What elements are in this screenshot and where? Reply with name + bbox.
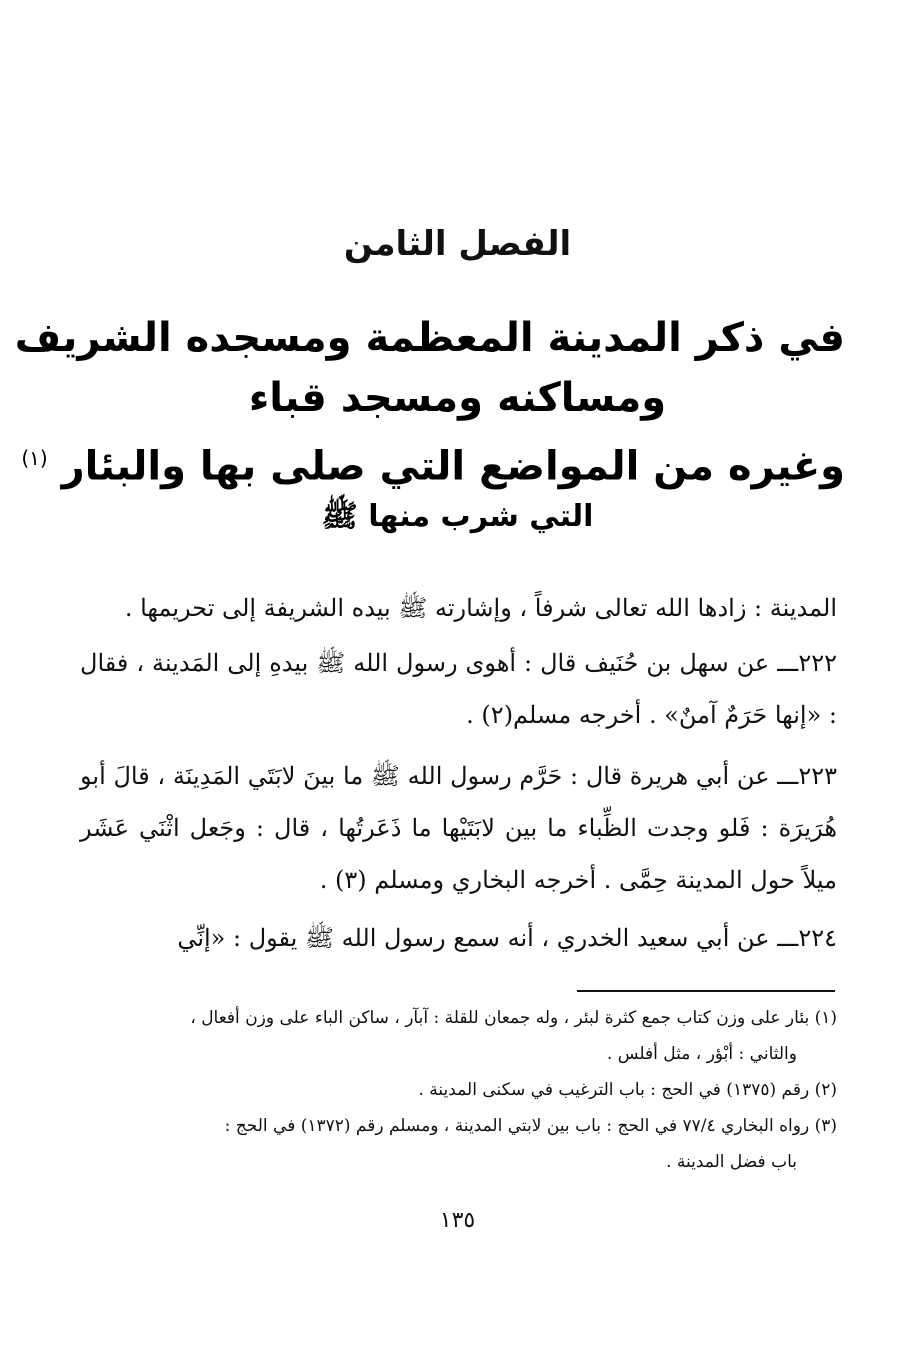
footnote-2: (٢) رقم (١٣٧٥) في الحج : باب الترغيب في سكنى المدينة . [418,1080,837,1100]
section-heading-line-1: في ذكر المدينة المعظمة ومسجده الشريف [14,315,845,361]
footnote-3-line-2: باب فضل المدينة . [666,1152,797,1172]
footnotes [78,1000,837,1180]
section-heading-line-2: ومساكنه ومسجد قباء [248,375,667,421]
paragraph-hadith-223: ٢٢٣ـــ عن أبي هريرة قال : حَرَّم رسول الله ﷺ ما بينَ لابَتَي المَدِينَة ، قالَ أبو هُرَيرَة : فَلو وجدت الظِّباء ما بين لابَتَيْها ما ذَعَرتُها ، قال : وجَعل اثْنَي عَشَر ميلاً حول المدينة حِمَّى . أخرجه البخاري ومسلم (٣) . [80,762,837,894]
page-number: ١٣٥ [439,1208,476,1233]
footnote-1-line-1: (١) بئار على وزن كتاب جمع كثرة لبئر ، وله جمعان للقلة : آبآر ، ساكن الباء على وزن أفعال ، [190,1008,837,1028]
section-heading-line-4: التي شرب منها ﷺ [321,499,594,534]
footnote-1-line-2: والثاني : أبْؤر ، مثل أفلس . [606,1044,797,1064]
chapter-title: الفصل الثامن [343,224,572,264]
section-heading-line-3 [21,430,845,494]
paragraph-intro: المدينة : زادها الله تعالى شرفاً ، وإشارته ﷺ بيده الشريفة إلى تحريمها . [124,594,837,622]
footnote-separator [577,990,835,992]
paragraph-hadith-224: ٢٢٤ـــ عن أبي سعيد الخدري ، أنه سمع رسول الله ﷺ يقول : «إنِّي [177,924,837,952]
section-heading-line-3-text: وغيره من المواضع التي صلى بها والبئار [61,443,845,490]
paragraph-hadith-222: ٢٢٢ـــ عن سهل بن حُنَيف قال : أهوى رسول الله ﷺ بيدهِ إلى المَدينة ، فقال : «إنها حَرَمٌ آمنٌ» . أخرجه مسلم(٢) . [80,649,837,729]
footnote-ref-1: (١) [21,446,48,470]
footnote-3-line-1: (٣) رواه البخاري ٧٧/٤ في الحج : باب بين لابتي المدينة ، ومسلم رقم (١٣٧٢) في الحج : [224,1116,837,1136]
